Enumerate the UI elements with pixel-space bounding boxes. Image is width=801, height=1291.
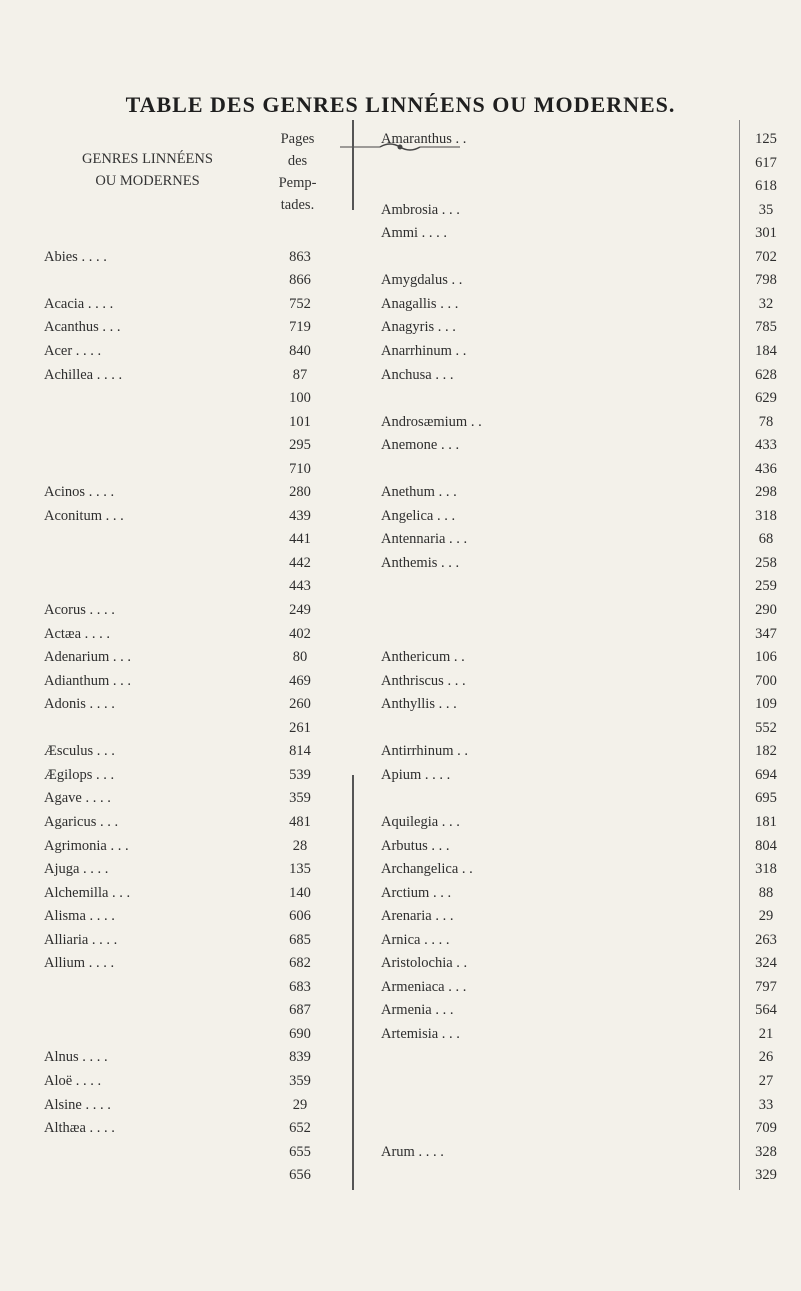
genus-name: Adenarium . . . — [44, 649, 131, 666]
page-number: 101 — [289, 413, 311, 430]
genus-name: Aconitum . . . — [44, 507, 124, 524]
page-number: 280 — [289, 484, 311, 501]
genus-name: Anagallis . . . — [381, 295, 459, 312]
genus-name: Anthemis . . . — [381, 554, 460, 571]
page-number: 100 — [289, 390, 311, 407]
page-number: 32 — [758, 295, 774, 312]
column-header-pages-line: Pemp- — [278, 175, 317, 191]
page-number: 687 — [289, 1002, 311, 1019]
page-number: 552 — [755, 719, 777, 736]
page-number: 182 — [755, 743, 777, 760]
genus-name: Arctium . . . — [381, 884, 452, 901]
page-title: TABLE DES GENRES LINNÉENS OU MODERNES. — [125, 92, 676, 117]
page-number: 260 — [289, 696, 311, 713]
page-number: 329 — [755, 1167, 777, 1184]
page-number: 469 — [289, 672, 311, 689]
page-number: 481 — [289, 813, 311, 830]
page-number: 106 — [755, 649, 777, 666]
genus-name: Androsæmium . . — [381, 413, 482, 430]
page-number: 328 — [755, 1143, 777, 1160]
page-number: 301 — [755, 225, 777, 242]
genus-name: Armeniaca . . . — [381, 978, 467, 995]
genus-name: Ajuga . . . . — [44, 861, 109, 878]
page-number: 433 — [755, 437, 777, 454]
page-number: 261 — [289, 719, 311, 736]
page-number: 629 — [755, 390, 777, 407]
page-number: 655 — [289, 1143, 311, 1160]
genus-name: Ammi . . . . — [381, 225, 448, 242]
genus-name: Acacia . . . . — [44, 295, 114, 312]
genus-name: Anarrhinum . . — [381, 342, 467, 359]
genus-name: Acorus . . . . — [44, 602, 115, 618]
page-number: 359 — [289, 1073, 311, 1089]
genus-name: Anthericum . . — [381, 649, 465, 666]
column-rule-right — [739, 120, 740, 1190]
page-number: 863 — [289, 248, 311, 265]
page-number: 258 — [755, 554, 777, 571]
genus-name: Arenaria . . . — [381, 908, 454, 925]
column-rule-left — [352, 120, 354, 210]
page-number: 656 — [289, 1167, 311, 1184]
page-number: 78 — [758, 413, 774, 430]
genus-name: Aristolochia . . — [381, 955, 468, 972]
page-number: 359 — [289, 790, 311, 807]
page-number: 298 — [755, 484, 777, 501]
genus-name: Arbutus . . . — [381, 837, 450, 854]
page-number: 135 — [289, 861, 311, 878]
page-number: 29 — [758, 908, 774, 925]
page-number: 68 — [758, 531, 774, 548]
page-number: 35 — [758, 201, 774, 218]
page-number: 700 — [755, 672, 777, 689]
page-number: 347 — [755, 625, 777, 642]
genus-name: Acer . . . . — [44, 342, 102, 359]
page-number: 402 — [289, 625, 311, 642]
genus-name: Armenia . . . — [381, 1002, 454, 1019]
page-number: 710 — [289, 460, 311, 477]
page-number: 80 — [292, 649, 308, 666]
page-number: 295 — [289, 437, 311, 454]
page-number: 702 — [755, 248, 777, 265]
genus-name: Alliaria . . . . — [44, 931, 118, 948]
genus-name: Adonis . . . . — [44, 696, 115, 713]
page-number: 685 — [289, 931, 311, 948]
page-number: 840 — [289, 342, 311, 359]
page-number: 690 — [289, 1025, 311, 1042]
genus-name: Amaranthus . . — [381, 131, 467, 147]
genus-name: Amygdalus . . — [381, 272, 463, 289]
genus-name: Aloë . . . . — [44, 1073, 102, 1089]
genus-name: Alisma . . . . — [44, 908, 115, 925]
genus-name: Agave . . . . — [44, 790, 111, 807]
genus-name: Antennaria . . . — [381, 531, 468, 548]
page-number: 682 — [289, 955, 311, 972]
genus-name: Anchusa . . . — [381, 366, 454, 383]
genus-name: Anemone . . . — [381, 437, 460, 454]
page-number: 184 — [755, 342, 777, 359]
page-number: 26 — [758, 1049, 774, 1066]
page-number: 33 — [758, 1096, 774, 1113]
page-number: 324 — [755, 955, 777, 972]
page-number: 539 — [289, 766, 311, 783]
page-number: 752 — [289, 295, 311, 312]
genus-name: Archangelica . . — [381, 861, 473, 878]
genus-name: Artemisia . . . — [381, 1025, 460, 1042]
genus-name: Anagyris . . . — [381, 319, 456, 336]
page-number: 436 — [755, 460, 777, 477]
page-number: 259 — [755, 578, 777, 595]
page-number: 443 — [289, 578, 311, 595]
page-number: 140 — [289, 884, 311, 901]
page-number: 719 — [289, 319, 311, 336]
page-number: 87 — [292, 366, 308, 383]
column-header-pages — [250, 128, 345, 216]
page-number: 617 — [755, 154, 777, 171]
page-number: 785 — [755, 319, 777, 336]
page-number: 866 — [289, 272, 311, 289]
page-number: 683 — [289, 978, 311, 995]
genus-name: Antirrhinum . . — [381, 743, 468, 760]
page-number: 564 — [755, 1002, 777, 1019]
genus-name: Ambrosia . . . — [381, 201, 460, 218]
page-number: 318 — [755, 861, 777, 878]
genus-name: Achillea . . . . — [44, 366, 123, 383]
page-number: 797 — [755, 978, 777, 995]
page-number: 29 — [292, 1096, 308, 1113]
page-number: 318 — [755, 507, 777, 524]
genus-name: Alsine . . . . — [44, 1096, 111, 1113]
genus-name: Ægilops . . . — [44, 766, 115, 783]
genus-name: Aquilegia . . . — [381, 813, 460, 830]
genus-name: Anethum . . . — [381, 484, 457, 501]
page-number: 695 — [755, 790, 777, 807]
page-number: 628 — [755, 366, 777, 383]
page-number: 263 — [755, 931, 777, 948]
page-number: 694 — [755, 766, 777, 783]
column-header-pages-line: tades. — [280, 197, 315, 213]
page-number: 28 — [292, 837, 308, 854]
genus-name: Acanthus . . . — [44, 319, 121, 336]
page-number: 27 — [758, 1073, 774, 1089]
genus-name: Angelica . . . — [381, 507, 456, 524]
page-number: 21 — [758, 1025, 774, 1042]
column-header-genres-line: OU MODERNES — [95, 173, 200, 189]
column-header-genres-line: GENRES LINNÉENS — [82, 151, 213, 167]
genus-name: Allium . . . . — [44, 955, 115, 972]
genus-name: Agrimonia . . . — [44, 837, 129, 854]
page-number: 441 — [289, 531, 311, 548]
column-header-pages-line: Pages — [280, 131, 315, 147]
page-number: 88 — [758, 884, 774, 901]
genus-name: Actæa . . . . — [44, 625, 111, 642]
page-number: 606 — [289, 908, 311, 925]
page-number: 125 — [755, 131, 777, 147]
page-number: 442 — [289, 554, 311, 571]
page-number: 249 — [289, 602, 311, 618]
genus-name: Anthriscus . . . — [381, 672, 466, 689]
genus-name: Arum . . . . — [381, 1143, 444, 1160]
page-number: 109 — [755, 696, 777, 713]
column-header-genres — [40, 148, 255, 192]
page-number: 814 — [289, 743, 311, 760]
page-number: 290 — [755, 602, 777, 618]
genus-name: Arnica . . . . — [381, 931, 450, 948]
page-number: 181 — [755, 813, 777, 830]
column-header-pages-line: des — [287, 153, 308, 169]
genus-name: Adianthum . . . — [44, 672, 131, 689]
genus-name: Æsculus . . . — [44, 743, 115, 760]
page-number: 652 — [289, 1120, 311, 1137]
page-number: 804 — [755, 837, 777, 854]
genus-name: Agaricus . . . — [44, 813, 119, 830]
genus-name: Abies . . . . — [44, 248, 107, 265]
genus-name: Apium . . . . — [381, 766, 451, 783]
column-rule-left — [352, 775, 354, 1190]
page-number: 439 — [289, 507, 311, 524]
page-number: 839 — [289, 1049, 311, 1066]
genus-name: Anthyllis . . . — [381, 696, 457, 713]
genus-name: Alnus . . . . — [44, 1049, 108, 1066]
page-number: 798 — [755, 272, 777, 289]
genus-name: Althæa . . . . — [44, 1120, 115, 1137]
genus-name: Acinos . . . . — [44, 484, 115, 501]
page-number: 709 — [755, 1120, 777, 1137]
page-number: 618 — [755, 178, 777, 195]
genus-name: Alchemilla . . . — [44, 884, 131, 901]
